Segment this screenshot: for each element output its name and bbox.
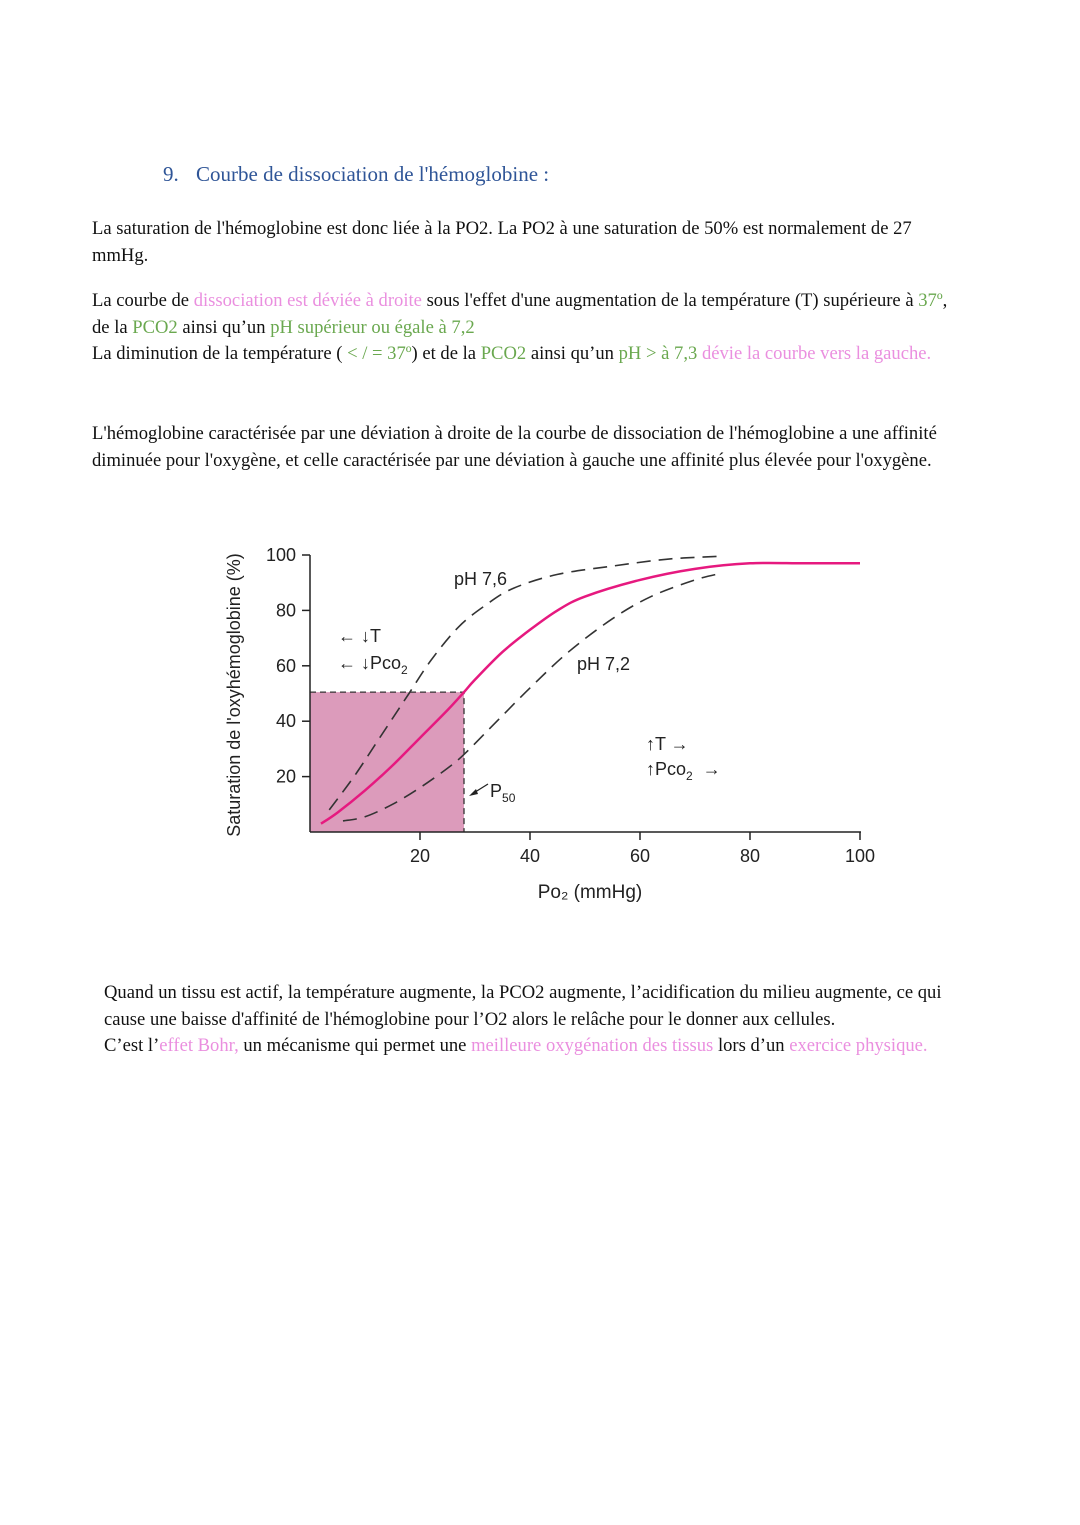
annotation-left-t: ← ↓T — [338, 626, 381, 646]
text-segment: , de la — [92, 290, 948, 338]
text-segment: un mécanisme qui permet une — [238, 1035, 472, 1056]
section-heading — [163, 162, 549, 187]
text-segment: La saturation de l'hémoglobine est donc liée à la PO2. La PO2 à une saturation de 50% est normalement de 27 mmHg. — [92, 218, 912, 266]
text-segment: ainsi qu’un — [526, 343, 619, 364]
text-segment: Quand un tissu est actif, la température augmente, la PCO2 augmente, l’acidification du milieu augmente, ce qui cause une baisse d'affinité de l'hémoglobine pour l’O2 alors le relâche pour le donner aux cellules. — [104, 982, 942, 1030]
y-tick-label: 20 — [275, 766, 296, 787]
pink-highlight-text: exercice physique. — [789, 1035, 928, 1056]
x-tick-label: 20 — [409, 846, 431, 866]
y-axis-label: Saturation de l'oxyhémoglobine (%) — [224, 553, 244, 837]
pink-highlight-text: dissociation est déviée à droite — [193, 290, 422, 311]
pink-highlight-text: meilleure oxygénation des tissus — [471, 1035, 714, 1056]
green-highlight-text: PCO2 — [480, 343, 527, 364]
text-segment: La courbe de — [92, 290, 194, 311]
heading-number: 9. — [163, 162, 179, 186]
x-tick-label: 80 — [739, 846, 761, 866]
annotation-right-pco2: ↑Pco$_2$ → — [646, 759, 721, 783]
text-segment: sous l'effet d'une augmentation de la température (T) supérieure à — [421, 290, 919, 311]
annotation-ph76: pH 7,6 — [454, 569, 508, 589]
heading-title: Courbe de dissociation de l'hémoglobine : — [196, 162, 550, 186]
text-segment: ) et de la — [411, 343, 481, 364]
paragraph-affinity — [92, 421, 962, 474]
y-tick-label: 40 — [275, 711, 296, 732]
green-highlight-text: pH > à 7,3 — [618, 343, 698, 364]
text-segment: L'hémoglobine caractérisée par une déviation à droite de la courbe de dissociation de l'hémoglobine a une affinité diminuée pour l'oxygène, et celle caractérisée par une déviation à gauche une affinité plus élevée pour l'oxygène. — [92, 423, 937, 471]
paragraph-deviation — [92, 288, 962, 368]
x-tick-label: 40 — [519, 846, 541, 866]
green-highlight-text: < / = 37º — [347, 343, 412, 364]
annotation-right-t: ↑T → — [646, 734, 689, 754]
annotation-ph72: pH 7,2 — [577, 654, 631, 674]
green-highlight-text: PCO2 — [132, 316, 178, 338]
x-axis-label: Po₂ (mmHg) — [537, 882, 643, 903]
text-segment: ainsi qu’un — [177, 316, 271, 338]
dissociation-chart — [220, 540, 880, 910]
green-highlight-text: pH supérieur ou égale à 7,2 — [270, 316, 475, 338]
text-segment: C’est l’ — [104, 1035, 160, 1056]
p50-arrowhead — [469, 789, 478, 796]
text-segment: La diminution de la température ( — [92, 343, 348, 364]
p50-label: $P_{50}$ — [490, 781, 516, 805]
pink-highlight-text: dévie la courbe vers la gauche. — [701, 343, 932, 364]
x-tick-label: 60 — [629, 846, 651, 866]
y-tick-label: 100 — [265, 545, 296, 565]
y-tick-label: 60 — [275, 655, 296, 676]
paragraph-bohr-effect — [104, 980, 984, 1060]
p50-area — [310, 692, 464, 832]
text-segment: lors d’un — [713, 1035, 790, 1056]
pink-highlight-text: effet Bohr, — [159, 1035, 239, 1056]
annotation-left-pco2: ← ↓Pco$_2$ — [338, 653, 408, 677]
y-tick-label: 80 — [275, 600, 296, 621]
paragraph-saturation — [92, 216, 962, 269]
x-tick-label: 100 — [844, 846, 876, 866]
green-highlight-text: 37º — [918, 290, 943, 311]
